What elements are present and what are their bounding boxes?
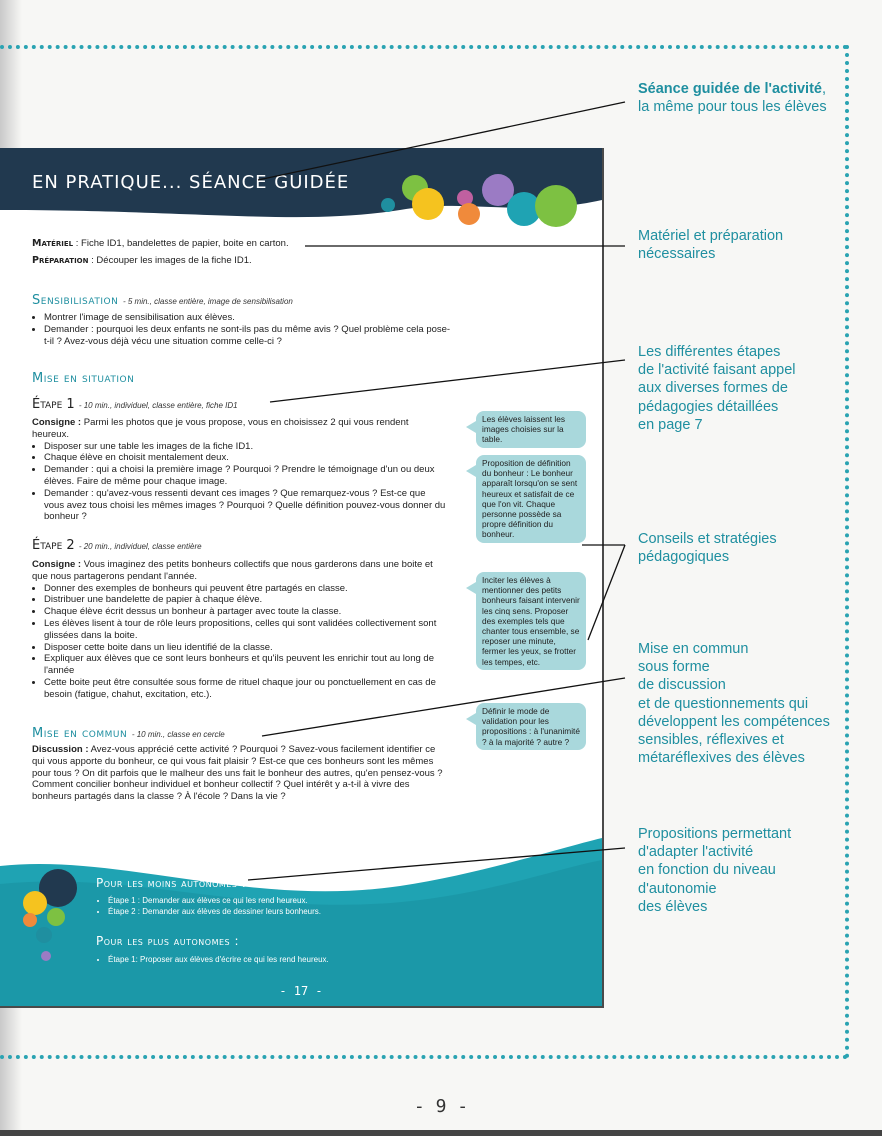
connector-line	[270, 360, 625, 402]
connector-line	[258, 102, 625, 180]
etape2-title: Étape 2	[32, 538, 75, 553]
tip-bubble: Proposition de définition du bonheur : Le bonheur apparaît lorsqu'on se sent heureux et satisfait de ce que l'on vit. Chaque personne possède sa propre définition du bonheur.	[476, 455, 586, 543]
materiel-label: Matériel	[32, 238, 74, 249]
list-item: • Chaque élève en choisit mentalement deux.	[44, 452, 448, 464]
tip-bubble: Définir le mode de validation pour les propositions : à l'unanimité ? à la majorité ? autre ?	[476, 703, 586, 750]
annotation-text: , la même pour tous les élèves	[638, 81, 827, 116]
discussion-text: Avez-vous apprécié cette activité ? Pourquoi ? Savez-vous facilement identifier ce qui vous apporte du bonheur, ce qui vous fait plaisir ? Est-ce que ces bonheurs sont les mêmes pour tous ? On dit parfois que le malheur des uns fait le bonheur des autres, qu'en pensez-vous ? Comment concilier bonheur individuel et bonheur collectif ? Quel intérêt y a-t-il à vivre des bonheurs partagés dans la classe ? À l'école ? Dans la vie ?	[32, 744, 443, 803]
annotation-propositions: Propositions permettant d'adapter l'activité en fonction du niveau d'autonomie des élèves	[638, 826, 792, 915]
list-item: • Disposer cette boite dans un lieu identifié de la classe.	[44, 642, 448, 654]
annotation-bold: Séance guidée de l'activité	[638, 81, 822, 97]
bottom-bar	[0, 1130, 882, 1136]
list-item: • Demander : pourquoi les deux enfants ne sont-ils pas du même avis ? Quel problème cela pose-t-il ? Avez-vous déjà vécu une situation comme celle-ci ?	[44, 324, 452, 348]
etape1-meta: - 10 min., individuel, classe entière, fiche ID1	[78, 401, 238, 410]
tip-bubble: Les élèves laissent les images choisies sur la table.	[476, 411, 586, 448]
sensibilisation-title: Sensibilisation	[32, 293, 119, 308]
annotation-materiel: Matériel et préparation nécessaires	[638, 228, 784, 263]
list-item: • Cette boite peut être consultée sous forme de rituel chaque jour ou ponctuellement en cas de besoin (fatigue, chahut, excitation, etc.).	[44, 677, 448, 701]
connector-line	[248, 848, 625, 880]
consigne-label: Consigne :	[32, 417, 82, 428]
plus-autonomes-title: Pour les plus autonomes :	[96, 934, 239, 948]
inner-page-number: - 17 -	[279, 984, 323, 998]
annotation-mise-en-commun: Mise en commun sous forme de discussion et de questionnements qui développent les compétences sensibles, réflexives et métaréflexives des élèves	[638, 641, 830, 767]
annotation-etapes: Les différentes étapes de l'activité faisant appel aux diverses formes de pédagogies détaillées en page 7	[638, 344, 796, 433]
connector-line	[262, 678, 625, 736]
mise-en-situation-title: Mise en situation	[32, 371, 135, 386]
list-item: • Étape 1: Proposer aux élèves d'écrire ce qui les rend heureux.	[108, 954, 518, 965]
list-item: • Montrer l'image de sensibilisation aux élèves.	[44, 312, 452, 324]
list-item: • Distribuer une bandelette de papier à chaque élève.	[44, 594, 448, 606]
preparation-label: Préparation	[32, 255, 89, 266]
annotation-conseils: Conseils et stratégies pédagogiques	[638, 531, 777, 566]
consigne-text: Vous imaginez des petits bonheurs collectifs que nous garderons dans une boite et que nous partagerons pendant l'année.	[32, 559, 433, 582]
mise-en-commun-title: Mise en commun	[32, 726, 128, 741]
list-item: • Demander : qu'avez-vous ressenti devant ces images ? Que remarquez-vous ? Est-ce que vous avez tous choisi les mêmes images ? Pourquoi ? Quelle définition pouvez-vous donner du bonheur ?	[44, 488, 448, 523]
tip-bubble: Inciter les élèves à mentionner des petits bonheurs faisant intervenir les cinq sens. Proposer des exemples tels que chanter tous ensemble, se reposer une minute, fermer les yeux, se frotter les tempes, etc.	[476, 572, 586, 670]
list-item: • Étape 2 : Demander aux élèves de dessiner leurs bonheurs.	[108, 906, 518, 917]
banner-title: EN PRATIQUE... SÉANCE GUIDÉE	[32, 172, 350, 193]
moins-autonomes-title: Pour les moins autonomes :	[96, 876, 247, 890]
list-item: • Donner des exemples de bonheurs qui peuvent être partagés en classe.	[44, 583, 448, 595]
list-item: • Disposer sur une table les images de la fiche ID1.	[44, 441, 448, 453]
etape1-title: Étape 1	[32, 397, 75, 412]
consigne-label: Consigne :	[32, 559, 82, 570]
page-number: - 9 -	[413, 1096, 469, 1117]
consigne-text: Parmi les photos que je vous propose, vous en choisissez 2 qui vous rendent heureux.	[32, 417, 409, 440]
sensibilisation-meta: - 5 min., classe entière, image de sensibilisation	[122, 297, 293, 306]
list-item: • Demander : qui a choisi la première image ? Pourquoi ? Prendre le témoignage d'un ou deux élèves. Faire de même pour chaque image.	[44, 464, 448, 488]
annotation-seance-guidee	[638, 80, 827, 116]
materiel-text: : Fiche ID1, bandelettes de papier, boite en carton.	[75, 238, 289, 249]
list-item: • Expliquer aux élèves que ce sont leurs bonheurs et qu'ils peuvent les enrichir tout au long de l'année	[44, 653, 448, 677]
list-item: • Les élèves lisent à tour de rôle leurs propositions, celles qui sont validées collectivement sont glissées dans la boite.	[44, 618, 448, 642]
list-item: • Chaque élève écrit dessus un bonheur à partager avec toute la classe.	[44, 606, 448, 618]
mise-en-commun-meta: - 10 min., classe en cercle	[131, 730, 225, 739]
list-item: • Étape 1 : Demander aux élèves ce qui les rend heureux.	[108, 895, 518, 906]
connector-line	[588, 545, 625, 640]
etape2-meta: - 20 min., individuel, classe entière	[78, 542, 202, 551]
discussion-label: Discussion :	[32, 744, 89, 755]
preparation-text: : Découper les images de la fiche ID1.	[91, 255, 252, 266]
